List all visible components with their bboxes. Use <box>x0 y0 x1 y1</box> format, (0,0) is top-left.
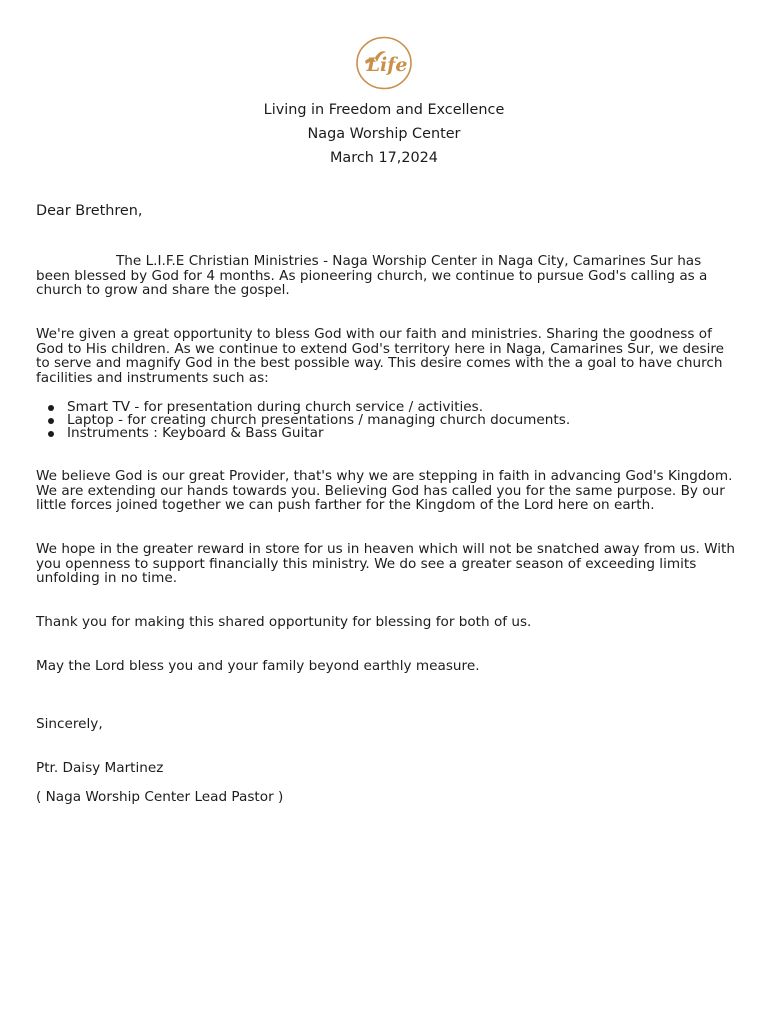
letter-header <box>0 98 768 170</box>
bullet-icon <box>48 405 54 411</box>
signer-role: ( Naga Worship Center Lead Pastor ) <box>36 789 284 805</box>
list-item-text: Instruments : Keyboard & Bass Guitar <box>67 425 324 441</box>
list-item-text: Laptop - for creating church presentations / managing church documents. <box>67 412 571 428</box>
paragraph-provider: We believe God is our great Provider, that's why we are stepping in faith in advancing God's Kingdom. We are extending our hands towards you. Believing God has called you for the same purpose. By our little forces joined together we can push farther for the Kingdom of the Lord here on earth. <box>36 468 733 514</box>
organization-tagline: Living in Freedom and Excellence <box>263 102 505 118</box>
life-dove-logo <box>355 36 413 90</box>
paragraph-opportunity: We're given a great opportunity to bless God with our faith and ministries. Sharing the goodness of God to His children. As we continue to extend God's territory here in Naga, Camarines Sur, we desire to serve and magnify God in the best possible way. This desire comes with the a goal to have church facilities and instruments such as: <box>36 326 725 387</box>
paragraph-reward: We hope in the greater reward in store for us in heaven which will not be snatched away from us. With you openness to support financially this ministry. We do see a greater season of exceeding limits unfolding in no time. <box>36 541 736 587</box>
letter-date: March 17,2024 <box>330 150 438 166</box>
list-item-text: Smart TV - for presentation during church service / activities. <box>67 399 484 415</box>
signer-name: Ptr. Daisy Martinez <box>36 760 164 776</box>
paragraph-thanks: Thank you for making this shared opportunity for blessing for both of us. <box>36 614 532 630</box>
salutation: Dear Brethren, <box>36 203 143 219</box>
paragraph-intro <box>36 254 736 298</box>
bullet-icon <box>48 418 54 424</box>
life-logo-icon <box>355 36 413 90</box>
paragraph-blessing: May the Lord bless you and your family beyond earthly measure. <box>36 658 480 674</box>
paragraph-intro-text: The L.I.F.E Christian Ministries - Naga Worship Center in Naga City, Camarines Sur has been blessed by God for 4 months. As pioneering church, we continue to pursue God's calling as a church to grow and share the gospel. <box>36 253 708 299</box>
needs-list <box>36 401 736 440</box>
list-item <box>36 427 736 440</box>
logo-text: Life <box>366 54 408 76</box>
closing: Sincerely, <box>36 716 103 732</box>
organization-name: Naga Worship Center <box>307 126 461 142</box>
bullet-icon <box>48 431 54 437</box>
